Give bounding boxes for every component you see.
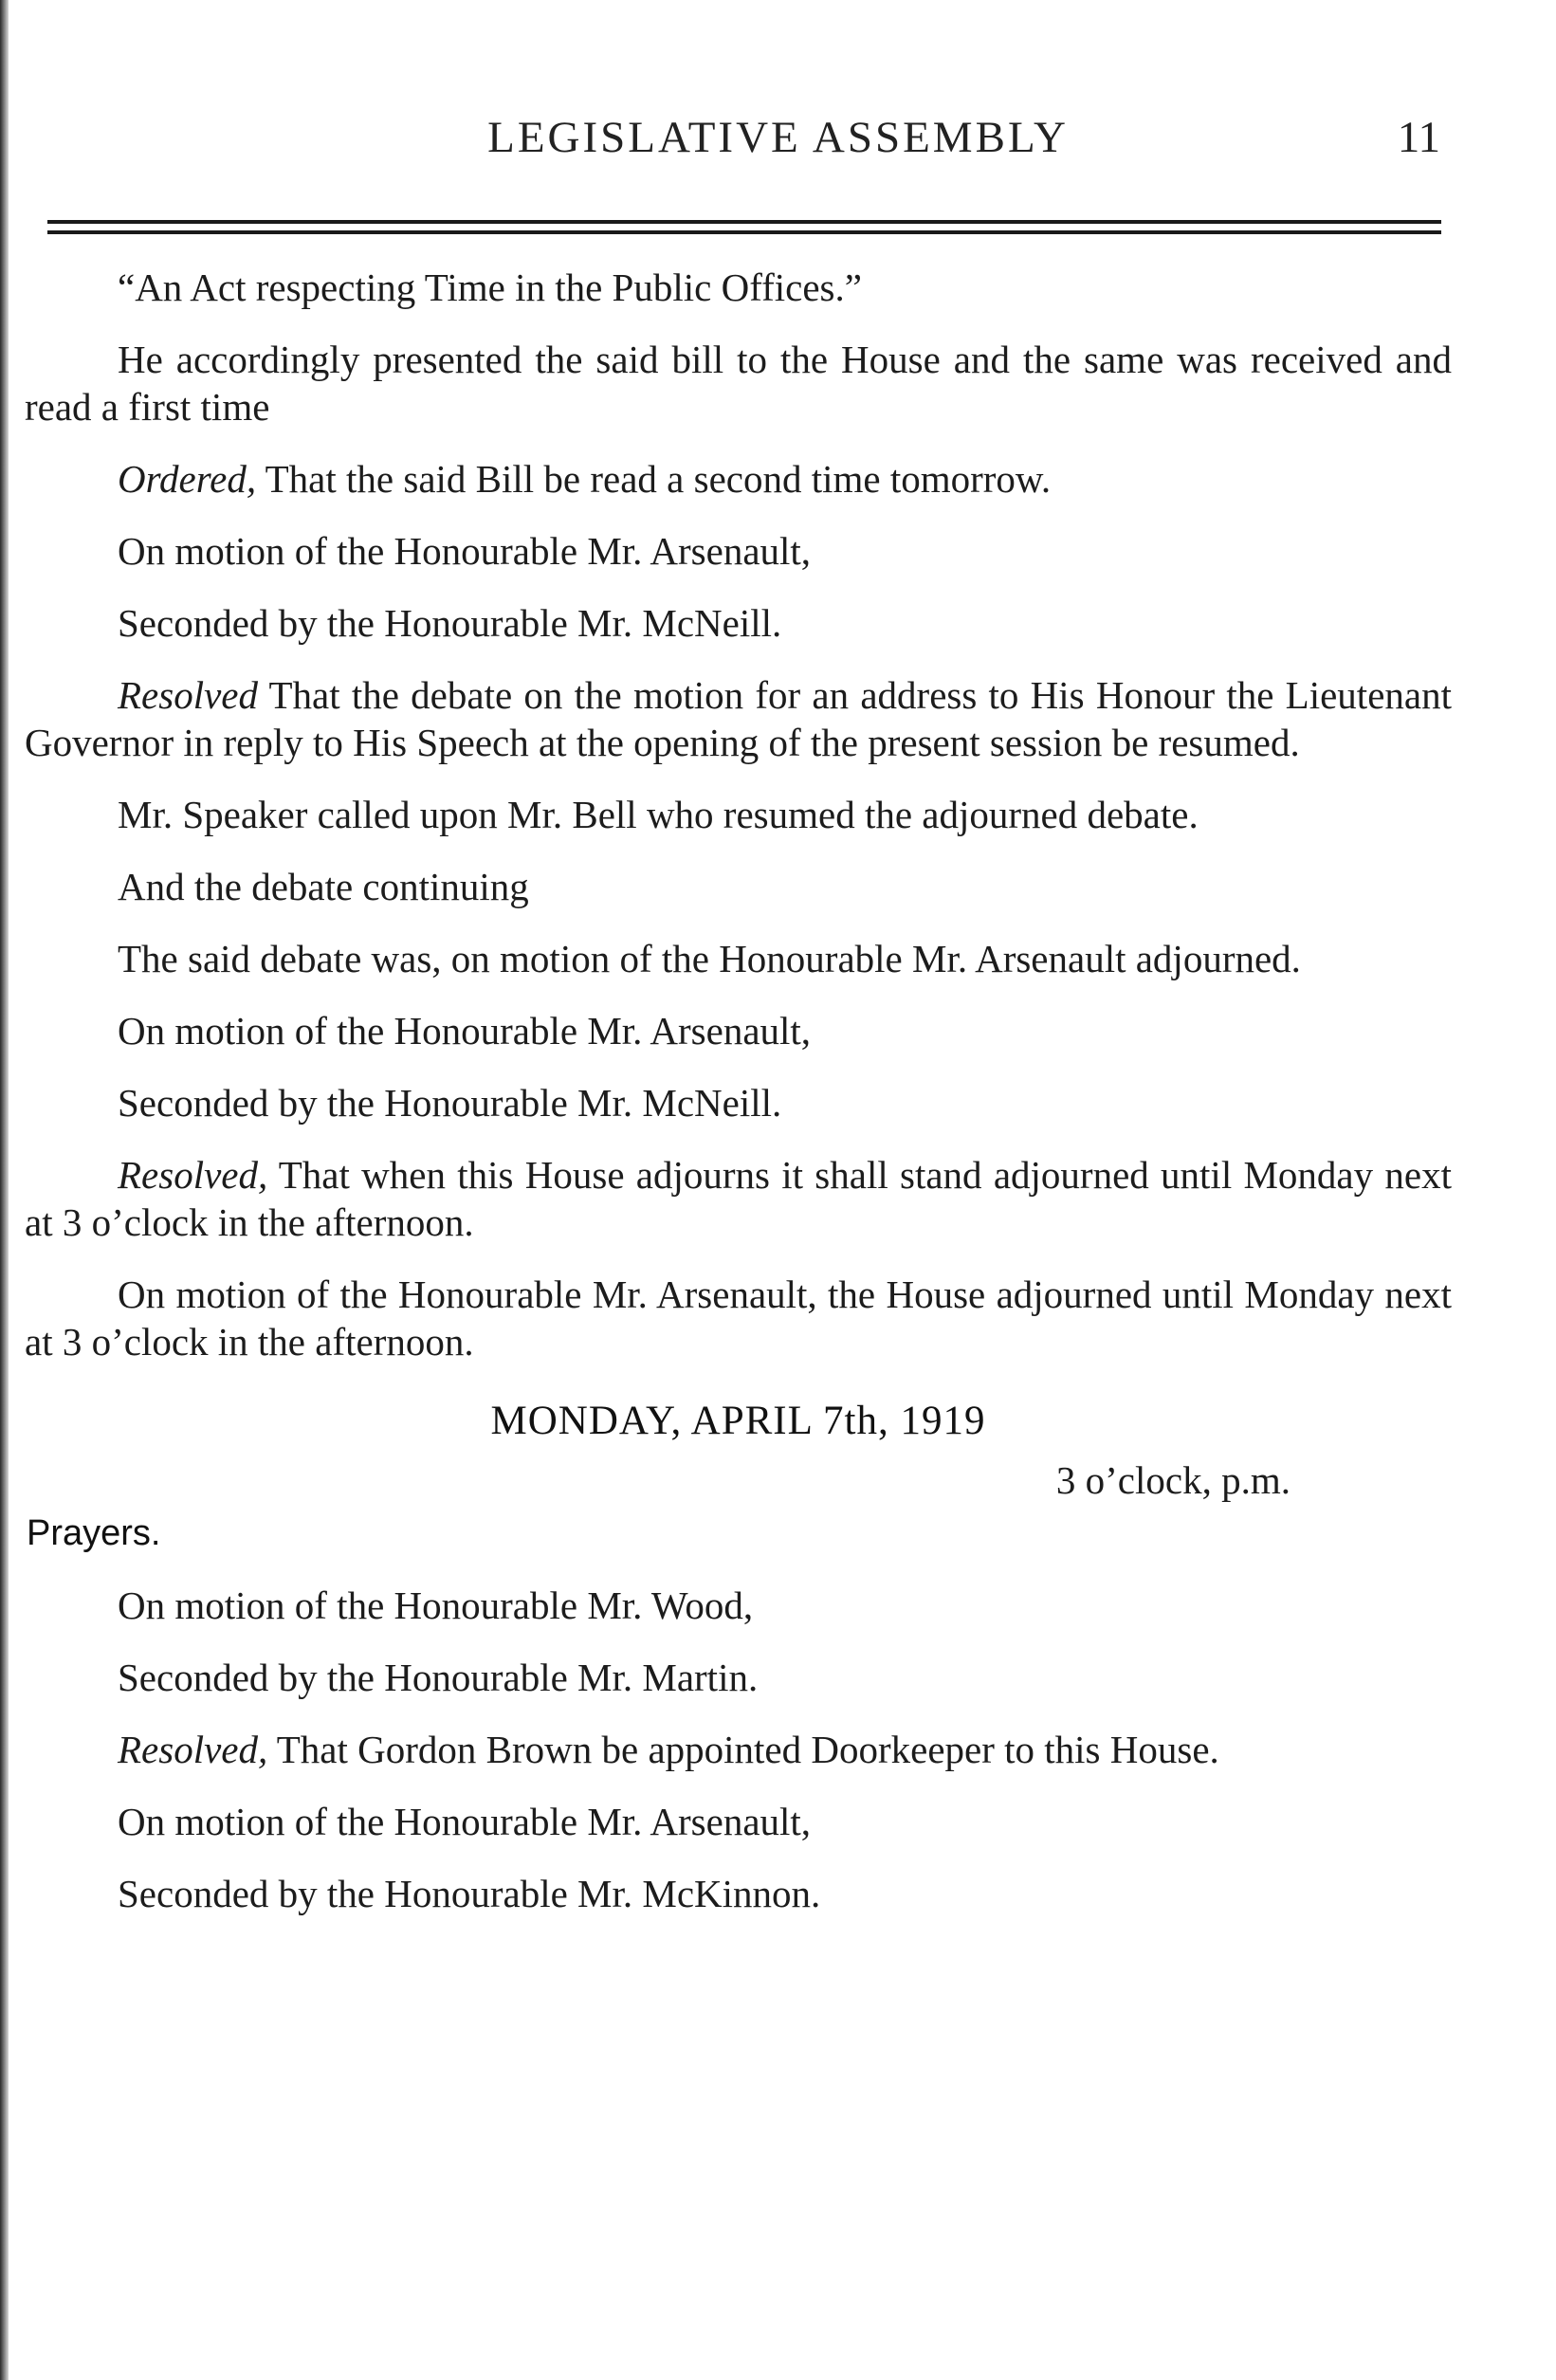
paragraph bbox=[25, 1726, 1452, 1773]
paragraph bbox=[25, 1870, 1452, 1917]
paragraph bbox=[25, 671, 1452, 766]
paragraph-text: On motion of the Honourable Mr. Arsenault, bbox=[118, 529, 812, 573]
page-binding-edge bbox=[0, 0, 9, 2380]
paragraph-text: Seconded by the Honourable Mr. McKinnon. bbox=[118, 1872, 821, 1915]
paragraph bbox=[25, 1151, 1452, 1246]
paragraph-text: Seconded by the Honourable Mr. Martin. bbox=[118, 1656, 759, 1699]
session-time: 3 o’clock, p.m. bbox=[1055, 1458, 1291, 1502]
paragraph bbox=[25, 599, 1452, 647]
paragraph-text: That Gordon Brown be appointed Doorkeeper to this House. bbox=[276, 1728, 1219, 1771]
paragraph-text: On motion of the Honourable Mr. Arsenault, the House adjourned until Monday next at 3 o’clock in the afternoon. bbox=[25, 1272, 1452, 1364]
paragraph bbox=[25, 1582, 1452, 1629]
paragraph-text: And the debate continuing bbox=[118, 865, 529, 908]
paragraph bbox=[25, 455, 1452, 503]
paragraph bbox=[25, 527, 1452, 575]
paragraph-lead: Ordered, bbox=[118, 457, 257, 501]
page-body bbox=[25, 264, 1452, 1942]
paragraph-text: The said debate was, on motion of the Honourable Mr. Arsenault adjourned. bbox=[118, 937, 1301, 980]
paragraph-text: On motion of the Honourable Mr. Wood, bbox=[118, 1584, 754, 1627]
paragraph-text: He accordingly presented the said bill to the House and the same was received and read a first time bbox=[25, 338, 1452, 429]
session-date-heading: MONDAY, APRIL 7th, 1919 bbox=[490, 1399, 986, 1443]
paragraph bbox=[25, 1079, 1452, 1126]
paragraph bbox=[25, 935, 1452, 982]
page-header bbox=[0, 112, 1556, 169]
page-number: 11 bbox=[1397, 113, 1440, 162]
running-title: LEGISLATIVE ASSEMBLY bbox=[487, 113, 1069, 162]
paragraph bbox=[25, 336, 1452, 430]
paragraph-text: That the said Bill be read a second time tomorrow. bbox=[265, 457, 1052, 501]
paragraph-text: That the debate on the motion for an address to His Honour the Lieutenant Governor in reply to His Speech at the opening of the present session be resumed. bbox=[25, 673, 1452, 764]
paragraph-text: That when this House adjourns it shall stand adjourned until Monday next at 3 o’clock in the afternoon. bbox=[25, 1153, 1452, 1244]
paragraph-lead: Resolved, bbox=[118, 1728, 268, 1771]
paragraph bbox=[25, 264, 1452, 311]
paragraph bbox=[25, 863, 1452, 910]
paragraph-lead: Resolved bbox=[118, 673, 258, 717]
paragraph bbox=[25, 1654, 1452, 1701]
header-rule-top bbox=[47, 220, 1441, 224]
paragraph bbox=[25, 1798, 1452, 1845]
paragraph-text: Seconded by the Honourable Mr. McNeill. bbox=[118, 601, 782, 645]
paragraph bbox=[25, 1271, 1452, 1365]
paragraph-text: On motion of the Honourable Mr. Arsenault, bbox=[118, 1800, 812, 1843]
paragraph-text: On motion of the Honourable Mr. Arsenault, bbox=[118, 1009, 812, 1053]
header-rule-bottom bbox=[47, 230, 1441, 234]
paragraph bbox=[25, 1007, 1452, 1054]
paragraph-text: Mr. Speaker called upon Mr. Bell who resumed the adjourned debate. bbox=[118, 793, 1199, 836]
paragraph-text: “An Act respecting Time in the Public Offices.” bbox=[118, 265, 862, 309]
paragraph-text: Seconded by the Honourable Mr. McNeill. bbox=[118, 1081, 782, 1125]
paragraph-lead: Resolved, bbox=[118, 1153, 268, 1197]
paragraph bbox=[25, 791, 1452, 838]
prayers-heading: Prayers. bbox=[27, 1513, 161, 1553]
